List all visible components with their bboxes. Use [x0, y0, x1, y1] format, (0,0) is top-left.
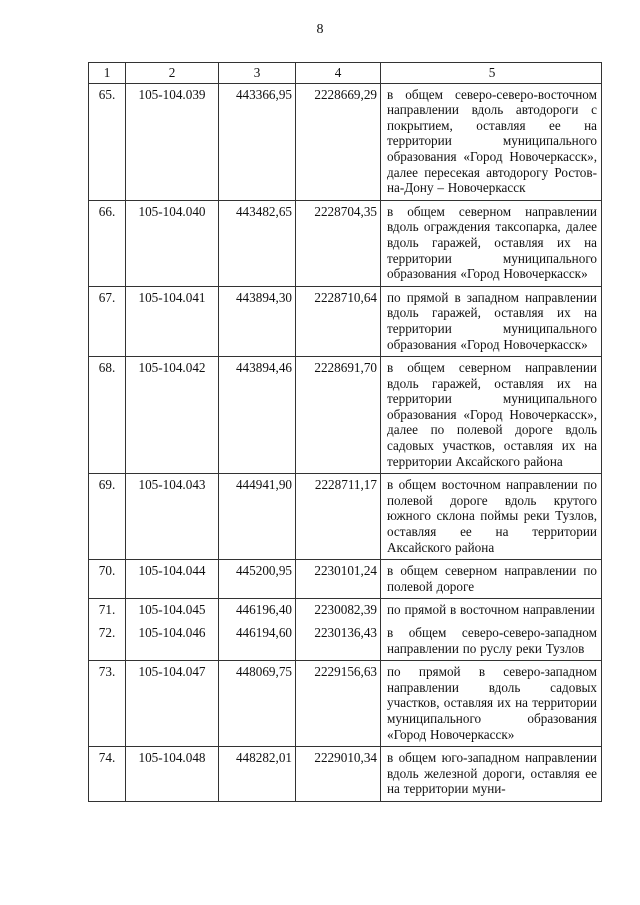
- point-code: 105-104.045: [126, 599, 219, 622]
- coordinate-x: 448069,75: [219, 661, 296, 747]
- point-number: 68.: [89, 357, 126, 474]
- column-header: 2: [126, 63, 219, 84]
- table-row: [89, 661, 602, 747]
- column-header: 3: [219, 63, 296, 84]
- point-number: 74.: [89, 747, 126, 802]
- coordinate-x: 443894,30: [219, 286, 296, 356]
- coordinate-y: 2228710,64: [296, 286, 381, 356]
- point-number: 65.: [89, 83, 126, 200]
- coordinate-y: 2230101,24: [296, 560, 381, 599]
- page-number: 8: [316, 22, 324, 37]
- point-code: 105-104.043: [126, 474, 219, 560]
- boundary-description: в общем северном направлении вдоль гаражей, оставляя их на территории муниципального образования «Город Новочеркасск», далее по полевой дороге вдоль садовых участков, оставляя их на территории Аксайского района: [381, 357, 602, 474]
- point-code: 105-104.048: [126, 747, 219, 802]
- boundary-description: в общем юго-западном направлении вдоль железной дороги, оставляя ее на территории муни-: [381, 747, 602, 802]
- coordinate-y: 2228691,70: [296, 357, 381, 474]
- coordinate-y: 2228704,35: [296, 200, 381, 286]
- table-row: [89, 747, 602, 802]
- point-number: 72.: [89, 622, 126, 661]
- point-number: 69.: [89, 474, 126, 560]
- point-code: 105-104.044: [126, 560, 219, 599]
- coordinate-x: 443366,95: [219, 83, 296, 200]
- point-number: 67.: [89, 286, 126, 356]
- coordinate-x: 444941,90: [219, 474, 296, 560]
- coordinate-y: 2230082,39: [296, 599, 381, 622]
- point-code: 105-104.046: [126, 622, 219, 661]
- point-code: 105-104.039: [126, 83, 219, 200]
- boundary-description: в общем северо-северо-западном направлении по руслу реки Тузлов: [381, 622, 602, 661]
- table-row: [89, 474, 602, 560]
- boundary-description: по прямой в северо-западном направлении вдоль садовых участков, оставляя их на территории муниципального образования «Город Новочеркасск»: [381, 661, 602, 747]
- coordinate-x: 443894,46: [219, 357, 296, 474]
- boundary-description: в общем северном направлении по полевой дороге: [381, 560, 602, 599]
- table-row: [89, 83, 602, 200]
- coordinate-x: 446196,40: [219, 599, 296, 622]
- coordinate-x: 446194,60: [219, 622, 296, 661]
- point-number: 70.: [89, 560, 126, 599]
- table-row: [89, 599, 602, 622]
- column-header: 4: [296, 63, 381, 84]
- boundary-description: по прямой в западном направлении вдоль гаражей, оставляя их на территории муниципального образования «Город Новочеркасск»: [381, 286, 602, 356]
- table-row: [89, 622, 602, 661]
- table-row: [89, 286, 602, 356]
- point-code: 105-104.047: [126, 661, 219, 747]
- boundary-description: в общем северо-северо-восточном направлении вдоль автодороги с покрытием, оставляя ее на территории муниципального образования «Город Новочеркасск», далее пересекая автодорогу Ростов-на-Дону – Новочеркасск: [381, 83, 602, 200]
- coordinate-y: 2230136,43: [296, 622, 381, 661]
- boundary-description: по прямой в восточном направлении: [381, 599, 602, 622]
- coordinate-y: 2229010,34: [296, 747, 381, 802]
- point-number: 66.: [89, 200, 126, 286]
- boundary-description: в общем восточном направлении по полевой дороге вдоль крутого южного склона поймы реки Тузлов, оставляя ее на территории Аксайского района: [381, 474, 602, 560]
- coordinate-y: 2229156,63: [296, 661, 381, 747]
- coordinate-x: 443482,65: [219, 200, 296, 286]
- coordinate-y: 2228711,17: [296, 474, 381, 560]
- column-header: 1: [89, 63, 126, 84]
- boundary-description: в общем северном направлении вдоль ограждения таксопарка, далее вдоль гаражей, оставляя их на территории муниципального образования «Город Новочеркасск»: [381, 200, 602, 286]
- point-code: 105-104.042: [126, 357, 219, 474]
- point-code: 105-104.041: [126, 286, 219, 356]
- table-header-row: [89, 63, 602, 84]
- table-row: [89, 560, 602, 599]
- table-row: [89, 357, 602, 474]
- column-header: 5: [381, 63, 602, 84]
- coordinate-y: 2228669,29: [296, 83, 381, 200]
- boundary-table: [88, 62, 602, 802]
- point-code: 105-104.040: [126, 200, 219, 286]
- coordinate-x: 445200,95: [219, 560, 296, 599]
- table-row: [89, 200, 602, 286]
- point-number: 73.: [89, 661, 126, 747]
- coordinate-x: 448282,01: [219, 747, 296, 802]
- point-number: 71.: [89, 599, 126, 622]
